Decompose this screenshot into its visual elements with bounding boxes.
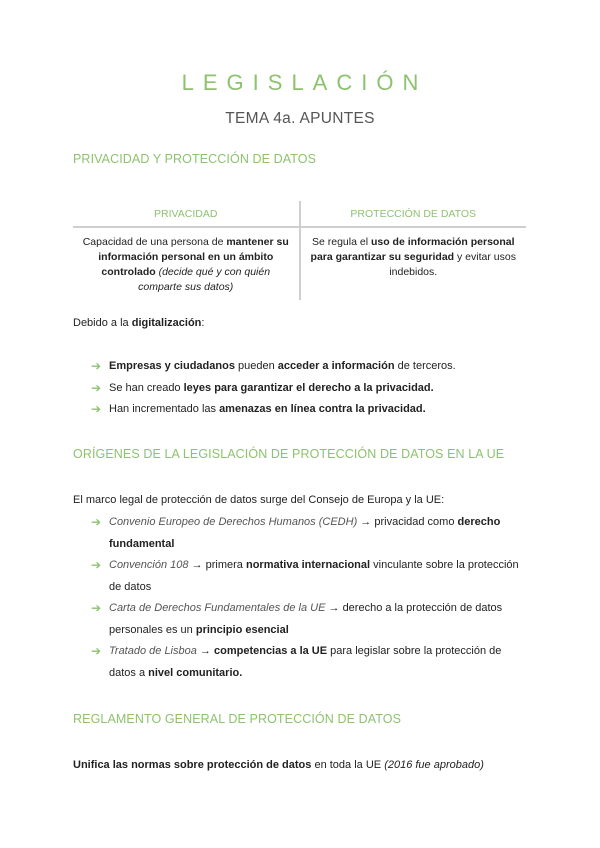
origenes-list [91, 512, 521, 684]
document-title: LEGISLACIÓN [181, 70, 428, 95]
arrow-right-icon: ➔ [91, 515, 102, 529]
arrow-right-icon: ➔ [91, 601, 102, 615]
table-cell-privacidad: Capacidad de una persona de mantener su información personal en un ámbito controlado (decide qué y con quién comparte sus datos) [73, 227, 300, 300]
table-header-proteccion: PROTECCIÓN DE DATOS [300, 201, 527, 227]
arrow-right-icon: ➔ [91, 359, 102, 373]
comparison-table [73, 201, 526, 300]
list-item: ➔ Convenio Europeo de Derechos Humanos (CEDH) → privacidad como derecho fundamental [91, 512, 521, 555]
arrow-right-icon: ➔ [91, 558, 102, 572]
table-header-privacidad: PRIVACIDAD [73, 201, 300, 227]
table-cell-proteccion: Se regula el uso de información personal para garantizar su seguridad y evitar usos indebidos. [310, 236, 516, 278]
arrow-right-icon: ➔ [91, 644, 102, 658]
list-item: ➔ Carta de Derechos Fundamentales de la UE → derecho a la protección de datos personales es un principio esencial [91, 598, 521, 641]
list-item: ➔ Empresas y ciudadanos pueden acceder a información de terceros. [91, 356, 521, 378]
list-item: ➔ Se han creado leyes para garantizar el derecho a la privacidad. [91, 378, 521, 400]
rgpd-summary: Unifica las normas sobre protección de datos en toda la UE (2016 fue aprobado) [73, 759, 484, 771]
document-subtitle: TEMA 4a. APUNTES [225, 110, 375, 127]
section-heading-rgpd: REGLAMENTO GENERAL DE PROTECCIÓN DE DATOS [73, 712, 402, 726]
section-heading-privacidad: PRIVACIDAD Y PROTECCIÓN DE DATOS [73, 152, 317, 166]
list-item: ➔ Han incrementado las amenazas en línea contra la privacidad. [91, 399, 521, 421]
arrow-right-icon: ➔ [91, 402, 102, 416]
digitalizacion-list [91, 356, 521, 421]
list-item: ➔ Convención 108 → primera normativa internacional vinculante sobre la protección de datos [91, 555, 521, 598]
arrow-right-icon: ➔ [91, 380, 102, 395]
intro-digitalizacion: Debido a la digitalización: [73, 317, 205, 329]
list-item: ➔ Tratado de Lisboa → competencias a la UE para legislar sobre la protección de datos a nivel comunitario. [91, 641, 521, 684]
section-heading-origenes: ORÍGENES DE LA LEGISLACIÓN DE PROTECCIÓN DE DATOS EN LA UE [73, 447, 505, 461]
intro-marco-legal: El marco legal de protección de datos surge del Consejo de Europa y la UE: [73, 494, 445, 506]
